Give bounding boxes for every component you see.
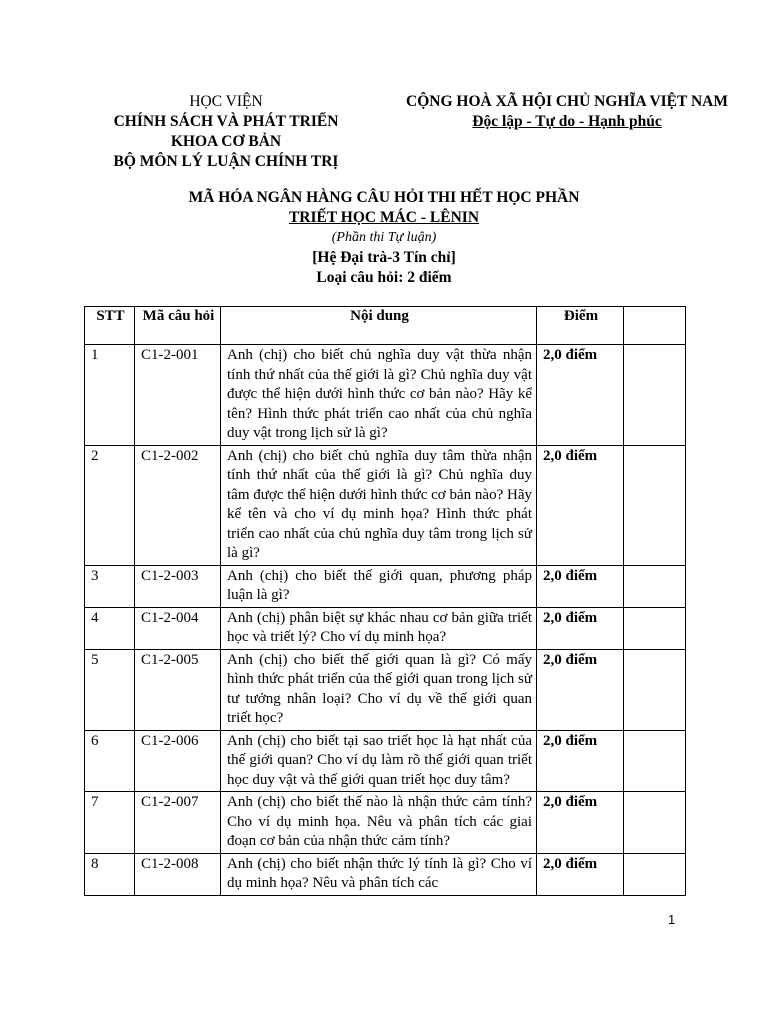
motto: Độc lập - Tự do - Hạnh phúc — [472, 113, 662, 130]
row-extra — [624, 730, 686, 792]
row-stt: 1 — [85, 345, 135, 446]
table-row — [85, 730, 686, 792]
row-stt: 8 — [85, 853, 135, 895]
row-score: 2,0 điểm — [537, 565, 624, 607]
question-bank-table — [84, 306, 686, 896]
institution-line-4: BỘ MÔN LÝ LUẬN CHÍNH TRỊ — [113, 153, 339, 170]
row-stt: 2 — [85, 445, 135, 565]
row-extra — [624, 345, 686, 446]
row-code: C1-2-008 — [135, 853, 221, 895]
table-row — [85, 445, 686, 565]
row-content: Anh (chị) phân biệt sự khác nhau cơ bản giữa triết học và triết lý? Cho ví dụ minh họa? — [221, 607, 537, 649]
row-score: 2,0 điểm — [537, 853, 624, 895]
header-content: Nội dung — [221, 307, 537, 345]
row-code: C1-2-001 — [135, 345, 221, 446]
row-extra — [624, 649, 686, 730]
header-stt: STT — [85, 307, 135, 345]
row-extra — [624, 445, 686, 565]
institution-line-2: CHÍNH SÁCH VÀ PHÁT TRIỂN — [113, 113, 339, 130]
row-stt: 6 — [85, 730, 135, 792]
row-extra — [624, 792, 686, 854]
row-code: C1-2-005 — [135, 649, 221, 730]
row-code: C1-2-006 — [135, 730, 221, 792]
program-type: [Hệ Đại trà-3 Tín chỉ] — [312, 249, 456, 266]
row-score: 2,0 điểm — [537, 649, 624, 730]
row-content: Anh (chị) cho biết chủ nghĩa duy tâm thừa nhận tính thứ nhất của thế giới là gì? Chủ nghĩa duy tâm được thể hiện dưới hình thức cơ bản nào? Hãy kể tên và cho ví dụ minh họa? Hình thức phát triển cao nhất của chủ nghĩa duy tâm trong lịch sử là gì? — [221, 445, 537, 565]
row-score: 2,0 điểm — [537, 607, 624, 649]
row-stt: 4 — [85, 607, 135, 649]
row-stt: 7 — [85, 792, 135, 854]
row-content: Anh (chị) cho biết thế nào là nhận thức cảm tính? Cho ví dụ minh họa. Nêu và phân tích các giai đoạn cơ bản của nhận thức cảm tính? — [221, 792, 537, 854]
row-extra — [624, 853, 686, 895]
national-motto-header — [388, 92, 746, 132]
page-number: 1 — [668, 912, 676, 927]
header-score: Điểm — [537, 307, 624, 345]
row-code: C1-2-004 — [135, 607, 221, 649]
course-name: TRIẾT HỌC MÁC - LÊNIN — [288, 209, 480, 226]
row-stt: 3 — [85, 565, 135, 607]
document-title-block — [0, 188, 768, 288]
document-title: MÃ HÓA NGÂN HÀNG CÂU HỎI THI HẾT HỌC PHẦN — [188, 189, 580, 206]
table-row — [85, 565, 686, 607]
table-row — [85, 345, 686, 446]
country-name: CỘNG HOÀ XÃ HỘI CHỦ NGHĨA VIỆT NAM — [406, 93, 728, 110]
row-stt: 5 — [85, 649, 135, 730]
row-code: C1-2-002 — [135, 445, 221, 565]
table-row — [85, 649, 686, 730]
table-row — [85, 853, 686, 895]
row-content: Anh (chị) cho biết chủ nghĩa duy vật thừa nhận tính thứ nhất của thế giới là gì? Chủ nghĩa duy vật được thể hiện dưới hình thức cơ bản nào? Hãy kể tên? Hình thức phát triển cao nhất của chủ nghĩa duy vật trong lịch sử là gì? — [221, 345, 537, 446]
row-extra — [624, 565, 686, 607]
row-code: C1-2-007 — [135, 792, 221, 854]
question-type: Loại câu hỏi: 2 điểm — [316, 269, 452, 286]
institution-line-1: HỌC VIỆN — [189, 93, 263, 110]
row-extra — [624, 607, 686, 649]
table-header-row — [85, 307, 686, 345]
row-score: 2,0 điểm — [537, 345, 624, 446]
row-content: Anh (chị) cho biết thế giới quan là gì? Có mấy hình thức phát triển của thế giới quan trong lịch sử tư tưởng nhân loại? Cho ví dụ về thế giới quan triết học? — [221, 649, 537, 730]
table-row — [85, 607, 686, 649]
row-code: C1-2-003 — [135, 565, 221, 607]
row-content: Anh (chị) cho biết thế giới quan, phương pháp luận là gì? — [221, 565, 537, 607]
exam-part: (Phần thi Tự luận) — [331, 230, 437, 245]
table-row — [85, 792, 686, 854]
header-question-code: Mã câu hỏi — [135, 307, 221, 345]
row-score: 2,0 điểm — [537, 445, 624, 565]
row-content: Anh (chị) cho biết tại sao triết học là hạt nhất của thế giới quan? Cho ví dụ làm rõ thế giới quan triết học duy vật và thế giới quan triết học duy tâm? — [221, 730, 537, 792]
institution-line-3: KHOA CƠ BẢN — [170, 133, 282, 150]
institution-header — [96, 92, 356, 172]
header-extra — [624, 307, 686, 345]
row-score: 2,0 điểm — [537, 792, 624, 854]
row-score: 2,0 điểm — [537, 730, 624, 792]
row-content: Anh (chị) cho biết nhận thức lý tính là gì? Cho ví dụ minh họa? Nêu và phân tích các — [221, 853, 537, 895]
